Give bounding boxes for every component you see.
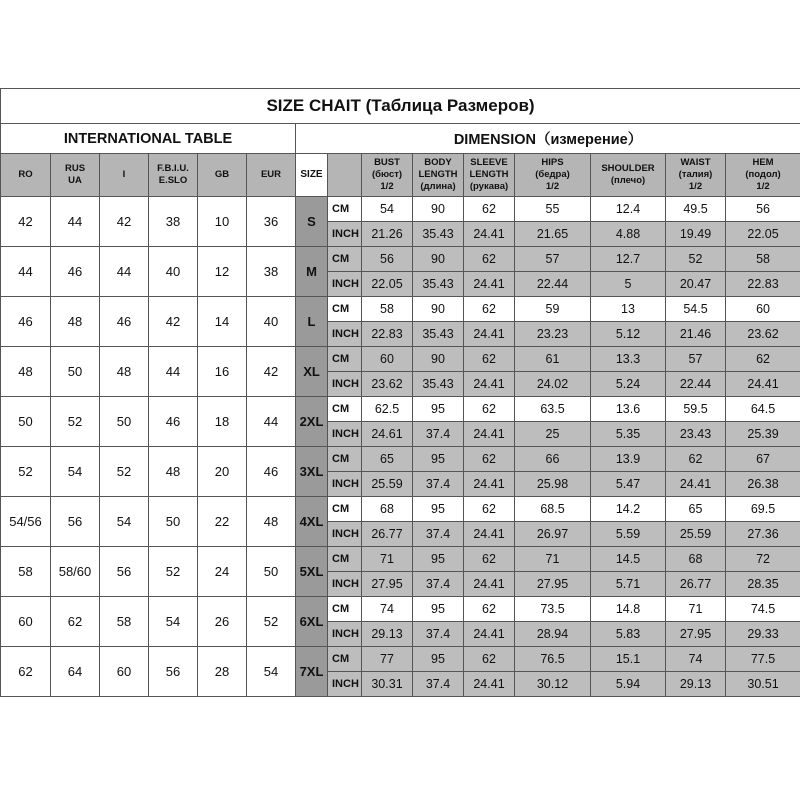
intl-size-cell: 46: [51, 247, 100, 297]
header-hips: HIPS (бедра) 1/2: [515, 154, 591, 197]
dimension-heading: DIMENSION（измерение）: [296, 124, 800, 154]
international-table-heading: INTERNATIONAL TABLE: [1, 124, 296, 154]
cm-value-cell: 58: [362, 297, 413, 322]
cm-value-cell: 55: [515, 197, 591, 222]
inch-value-cell: 29.13: [666, 672, 726, 697]
inch-value-cell: 25.39: [726, 422, 800, 447]
cm-value-cell: 66: [515, 447, 591, 472]
inch-value-cell: 23.62: [726, 322, 800, 347]
cm-value-cell: 62: [464, 347, 515, 372]
intl-size-cell: 48: [1, 347, 51, 397]
cm-value-cell: 13.3: [591, 347, 666, 372]
chart-title: SIZE CHAIT (Таблица Размеров): [1, 89, 800, 124]
cm-value-cell: 95: [413, 547, 464, 572]
inch-value-cell: 24.41: [464, 622, 515, 647]
inch-value-cell: 27.95: [666, 622, 726, 647]
cm-value-cell: 60: [362, 347, 413, 372]
cm-value-cell: 68: [666, 547, 726, 572]
intl-size-cell: 58: [1, 547, 51, 597]
inch-value-cell: 24.41: [726, 372, 800, 397]
unit-inch-label: INCH: [328, 222, 362, 247]
intl-size-cell: 44: [1, 247, 51, 297]
size-row-cm: [1, 447, 800, 472]
inch-value-cell: 35.43: [413, 272, 464, 297]
intl-size-cell: 46: [247, 447, 296, 497]
inch-value-cell: 5.94: [591, 672, 666, 697]
intl-size-cell: 56: [51, 497, 100, 547]
inch-value-cell: 37.4: [413, 672, 464, 697]
cm-value-cell: 14.8: [591, 597, 666, 622]
size-chart: [0, 88, 800, 697]
intl-size-cell: 46: [149, 397, 198, 447]
size-label: 7XL: [296, 647, 328, 697]
intl-size-cell: 44: [51, 197, 100, 247]
intl-size-cell: 46: [100, 297, 149, 347]
cm-value-cell: 62: [464, 647, 515, 672]
intl-size-cell: 48: [247, 497, 296, 547]
inch-value-cell: 4.88: [591, 222, 666, 247]
inch-value-cell: 35.43: [413, 372, 464, 397]
header-size: SIZE: [296, 154, 328, 197]
cm-value-cell: 62: [464, 397, 515, 422]
inch-value-cell: 24.41: [464, 322, 515, 347]
inch-value-cell: 27.36: [726, 522, 800, 547]
cm-value-cell: 62: [666, 447, 726, 472]
cm-value-cell: 12.4: [591, 197, 666, 222]
size-chart-table: [0, 88, 800, 697]
inch-value-cell: 37.4: [413, 572, 464, 597]
unit-inch-label: INCH: [328, 672, 362, 697]
intl-size-cell: 52: [1, 447, 51, 497]
intl-size-cell: 24: [198, 547, 247, 597]
intl-size-cell: 26: [198, 597, 247, 647]
intl-size-cell: 14: [198, 297, 247, 347]
cm-value-cell: 90: [413, 347, 464, 372]
header-waist: WAIST (талия) 1/2: [666, 154, 726, 197]
inch-value-cell: 19.49: [666, 222, 726, 247]
inch-value-cell: 25: [515, 422, 591, 447]
header-hem: HEM (подол) 1/2: [726, 154, 800, 197]
cm-value-cell: 49.5: [666, 197, 726, 222]
unit-inch-label: INCH: [328, 272, 362, 297]
cm-value-cell: 62: [464, 547, 515, 572]
inch-value-cell: 5.71: [591, 572, 666, 597]
inch-value-cell: 5.35: [591, 422, 666, 447]
intl-size-cell: 44: [100, 247, 149, 297]
intl-size-cell: 50: [1, 397, 51, 447]
intl-size-cell: 54: [51, 447, 100, 497]
cm-value-cell: 62: [464, 597, 515, 622]
cm-value-cell: 77: [362, 647, 413, 672]
inch-value-cell: 35.43: [413, 222, 464, 247]
inch-value-cell: 28.35: [726, 572, 800, 597]
inch-value-cell: 24.41: [464, 522, 515, 547]
size-row-cm: [1, 297, 800, 322]
inch-value-cell: 24.41: [464, 472, 515, 497]
intl-size-cell: 42: [1, 197, 51, 247]
unit-inch-label: INCH: [328, 372, 362, 397]
intl-size-cell: 28: [198, 647, 247, 697]
intl-size-cell: 20: [198, 447, 247, 497]
intl-size-cell: 38: [247, 247, 296, 297]
cm-value-cell: 61: [515, 347, 591, 372]
header-sleeve-length: SLEEVE LENGTH (рукава): [464, 154, 515, 197]
inch-value-cell: 5: [591, 272, 666, 297]
cm-value-cell: 13.9: [591, 447, 666, 472]
cm-value-cell: 74: [666, 647, 726, 672]
inch-value-cell: 30.12: [515, 672, 591, 697]
intl-size-cell: 42: [149, 297, 198, 347]
intl-size-cell: 40: [247, 297, 296, 347]
inch-value-cell: 25.59: [666, 522, 726, 547]
intl-size-cell: 60: [1, 597, 51, 647]
cm-value-cell: 57: [515, 247, 591, 272]
cm-value-cell: 74.5: [726, 597, 800, 622]
inch-value-cell: 35.43: [413, 322, 464, 347]
inch-value-cell: 29.33: [726, 622, 800, 647]
cm-value-cell: 95: [413, 397, 464, 422]
unit-inch-label: INCH: [328, 622, 362, 647]
intl-size-cell: 54/56: [1, 497, 51, 547]
inch-value-cell: 37.4: [413, 622, 464, 647]
intl-size-cell: 54: [247, 647, 296, 697]
inch-value-cell: 5.24: [591, 372, 666, 397]
unit-cm-label: CM: [328, 547, 362, 572]
cm-value-cell: 62: [464, 447, 515, 472]
size-row-cm: [1, 347, 800, 372]
unit-cm-label: CM: [328, 297, 362, 322]
intl-size-cell: 58/60: [51, 547, 100, 597]
inch-value-cell: 22.05: [362, 272, 413, 297]
header-bust: BUST (бюст) 1/2: [362, 154, 413, 197]
cm-value-cell: 68.5: [515, 497, 591, 522]
size-label: XL: [296, 347, 328, 397]
unit-cm-label: CM: [328, 197, 362, 222]
unit-inch-label: INCH: [328, 322, 362, 347]
inch-value-cell: 37.4: [413, 422, 464, 447]
intl-size-cell: 60: [100, 647, 149, 697]
cm-value-cell: 59.5: [666, 397, 726, 422]
cm-value-cell: 12.7: [591, 247, 666, 272]
inch-value-cell: 37.4: [413, 522, 464, 547]
inch-value-cell: 22.83: [362, 322, 413, 347]
header-gb: GB: [198, 154, 247, 197]
cm-value-cell: 14.2: [591, 497, 666, 522]
unit-cm-label: CM: [328, 397, 362, 422]
cm-value-cell: 65: [666, 497, 726, 522]
intl-size-cell: 54: [100, 497, 149, 547]
cm-value-cell: 95: [413, 647, 464, 672]
inch-value-cell: 27.95: [362, 572, 413, 597]
intl-size-cell: 54: [149, 597, 198, 647]
inch-value-cell: 5.47: [591, 472, 666, 497]
intl-size-cell: 42: [247, 347, 296, 397]
inch-value-cell: 21.26: [362, 222, 413, 247]
inch-value-cell: 5.59: [591, 522, 666, 547]
intl-size-cell: 52: [100, 447, 149, 497]
unit-cm-label: CM: [328, 447, 362, 472]
size-label: L: [296, 297, 328, 347]
inch-value-cell: 23.43: [666, 422, 726, 447]
inch-value-cell: 21.65: [515, 222, 591, 247]
inch-value-cell: 24.41: [464, 272, 515, 297]
cm-value-cell: 56: [362, 247, 413, 272]
header-shoulder: SHOULDER (плечо): [591, 154, 666, 197]
intl-size-cell: 18: [198, 397, 247, 447]
inch-value-cell: 30.51: [726, 672, 800, 697]
inch-value-cell: 23.23: [515, 322, 591, 347]
intl-size-cell: 12: [198, 247, 247, 297]
size-row-cm: [1, 597, 800, 622]
size-row-cm: [1, 247, 800, 272]
intl-size-cell: 44: [149, 347, 198, 397]
inch-value-cell: 26.38: [726, 472, 800, 497]
cm-value-cell: 62: [726, 347, 800, 372]
intl-size-cell: 62: [1, 647, 51, 697]
intl-size-cell: 48: [149, 447, 198, 497]
intl-size-cell: 56: [149, 647, 198, 697]
inch-value-cell: 22.44: [515, 272, 591, 297]
cm-value-cell: 62.5: [362, 397, 413, 422]
cm-value-cell: 54.5: [666, 297, 726, 322]
size-row-cm: [1, 397, 800, 422]
size-label: M: [296, 247, 328, 297]
size-label: 2XL: [296, 397, 328, 447]
inch-value-cell: 24.41: [666, 472, 726, 497]
inch-value-cell: 26.77: [666, 572, 726, 597]
cm-value-cell: 60: [726, 297, 800, 322]
inch-value-cell: 20.47: [666, 272, 726, 297]
cm-value-cell: 76.5: [515, 647, 591, 672]
cm-value-cell: 90: [413, 297, 464, 322]
cm-value-cell: 14.5: [591, 547, 666, 572]
unit-inch-label: INCH: [328, 472, 362, 497]
intl-size-cell: 10: [198, 197, 247, 247]
cm-value-cell: 65: [362, 447, 413, 472]
cm-value-cell: 52: [666, 247, 726, 272]
size-label: 4XL: [296, 497, 328, 547]
unit-cm-label: CM: [328, 647, 362, 672]
unit-cm-label: CM: [328, 497, 362, 522]
cm-value-cell: 62: [464, 197, 515, 222]
intl-size-cell: 50: [51, 347, 100, 397]
inch-value-cell: 24.41: [464, 422, 515, 447]
cm-value-cell: 59: [515, 297, 591, 322]
unit-inch-label: INCH: [328, 522, 362, 547]
cm-value-cell: 64.5: [726, 397, 800, 422]
inch-value-cell: 21.46: [666, 322, 726, 347]
inch-value-cell: 25.98: [515, 472, 591, 497]
intl-size-cell: 36: [247, 197, 296, 247]
intl-size-cell: 50: [149, 497, 198, 547]
cm-value-cell: 62: [464, 297, 515, 322]
cm-value-cell: 72: [726, 547, 800, 572]
inch-value-cell: 22.83: [726, 272, 800, 297]
intl-size-cell: 38: [149, 197, 198, 247]
intl-size-cell: 62: [51, 597, 100, 647]
cm-value-cell: 58: [726, 247, 800, 272]
inch-value-cell: 25.59: [362, 472, 413, 497]
cm-value-cell: 67: [726, 447, 800, 472]
intl-size-cell: 52: [51, 397, 100, 447]
inch-value-cell: 5.12: [591, 322, 666, 347]
inch-value-cell: 22.44: [666, 372, 726, 397]
header-fbiu-eslo: F.B.I.U. E.SLO: [149, 154, 198, 197]
cm-value-cell: 95: [413, 447, 464, 472]
size-label: 5XL: [296, 547, 328, 597]
cm-value-cell: 71: [666, 597, 726, 622]
cm-value-cell: 90: [413, 247, 464, 272]
unit-cm-label: CM: [328, 597, 362, 622]
size-row-cm: [1, 647, 800, 672]
inch-value-cell: 30.31: [362, 672, 413, 697]
inch-value-cell: 24.41: [464, 372, 515, 397]
cm-value-cell: 77.5: [726, 647, 800, 672]
cm-value-cell: 71: [515, 547, 591, 572]
header-body-length: BODY LENGTH (длина): [413, 154, 464, 197]
inch-value-cell: 24.61: [362, 422, 413, 447]
size-row-cm: [1, 197, 800, 222]
inch-value-cell: 27.95: [515, 572, 591, 597]
intl-size-cell: 50: [100, 397, 149, 447]
intl-size-cell: 22: [198, 497, 247, 547]
intl-size-cell: 64: [51, 647, 100, 697]
cm-value-cell: 71: [362, 547, 413, 572]
cm-value-cell: 57: [666, 347, 726, 372]
intl-size-cell: 48: [100, 347, 149, 397]
cm-value-cell: 90: [413, 197, 464, 222]
intl-size-cell: 48: [51, 297, 100, 347]
intl-size-cell: 52: [247, 597, 296, 647]
inch-value-cell: 5.83: [591, 622, 666, 647]
cm-value-cell: 13.6: [591, 397, 666, 422]
inch-value-cell: 26.97: [515, 522, 591, 547]
cm-value-cell: 95: [413, 497, 464, 522]
inch-value-cell: 24.41: [464, 672, 515, 697]
inch-value-cell: 24.02: [515, 372, 591, 397]
size-label: S: [296, 197, 328, 247]
intl-size-cell: 16: [198, 347, 247, 397]
cm-value-cell: 15.1: [591, 647, 666, 672]
cm-value-cell: 56: [726, 197, 800, 222]
unit-inch-label: INCH: [328, 422, 362, 447]
header-i: I: [100, 154, 149, 197]
cm-value-cell: 74: [362, 597, 413, 622]
intl-size-cell: 42: [100, 197, 149, 247]
header-rus-ua: RUS UA: [51, 154, 100, 197]
intl-size-cell: 40: [149, 247, 198, 297]
cm-value-cell: 68: [362, 497, 413, 522]
intl-size-cell: 58: [100, 597, 149, 647]
cm-value-cell: 63.5: [515, 397, 591, 422]
size-label: 6XL: [296, 597, 328, 647]
intl-size-cell: 44: [247, 397, 296, 447]
inch-value-cell: 24.41: [464, 572, 515, 597]
inch-value-cell: 37.4: [413, 472, 464, 497]
cm-value-cell: 95: [413, 597, 464, 622]
intl-size-cell: 52: [149, 547, 198, 597]
cm-value-cell: 13: [591, 297, 666, 322]
inch-value-cell: 24.41: [464, 222, 515, 247]
size-row-cm: [1, 547, 800, 572]
inch-value-cell: 22.05: [726, 222, 800, 247]
unit-inch-label: INCH: [328, 572, 362, 597]
cm-value-cell: 62: [464, 247, 515, 272]
cm-value-cell: 69.5: [726, 497, 800, 522]
intl-size-cell: 46: [1, 297, 51, 347]
intl-size-cell: 56: [100, 547, 149, 597]
intl-size-cell: 50: [247, 547, 296, 597]
header-unit-blank: [328, 154, 362, 197]
header-ro: RO: [1, 154, 51, 197]
inch-value-cell: 29.13: [362, 622, 413, 647]
size-row-cm: [1, 497, 800, 522]
inch-value-cell: 28.94: [515, 622, 591, 647]
cm-value-cell: 73.5: [515, 597, 591, 622]
cm-value-cell: 62: [464, 497, 515, 522]
inch-value-cell: 26.77: [362, 522, 413, 547]
cm-value-cell: 54: [362, 197, 413, 222]
inch-value-cell: 23.62: [362, 372, 413, 397]
unit-cm-label: CM: [328, 247, 362, 272]
header-eur: EUR: [247, 154, 296, 197]
unit-cm-label: CM: [328, 347, 362, 372]
size-label: 3XL: [296, 447, 328, 497]
